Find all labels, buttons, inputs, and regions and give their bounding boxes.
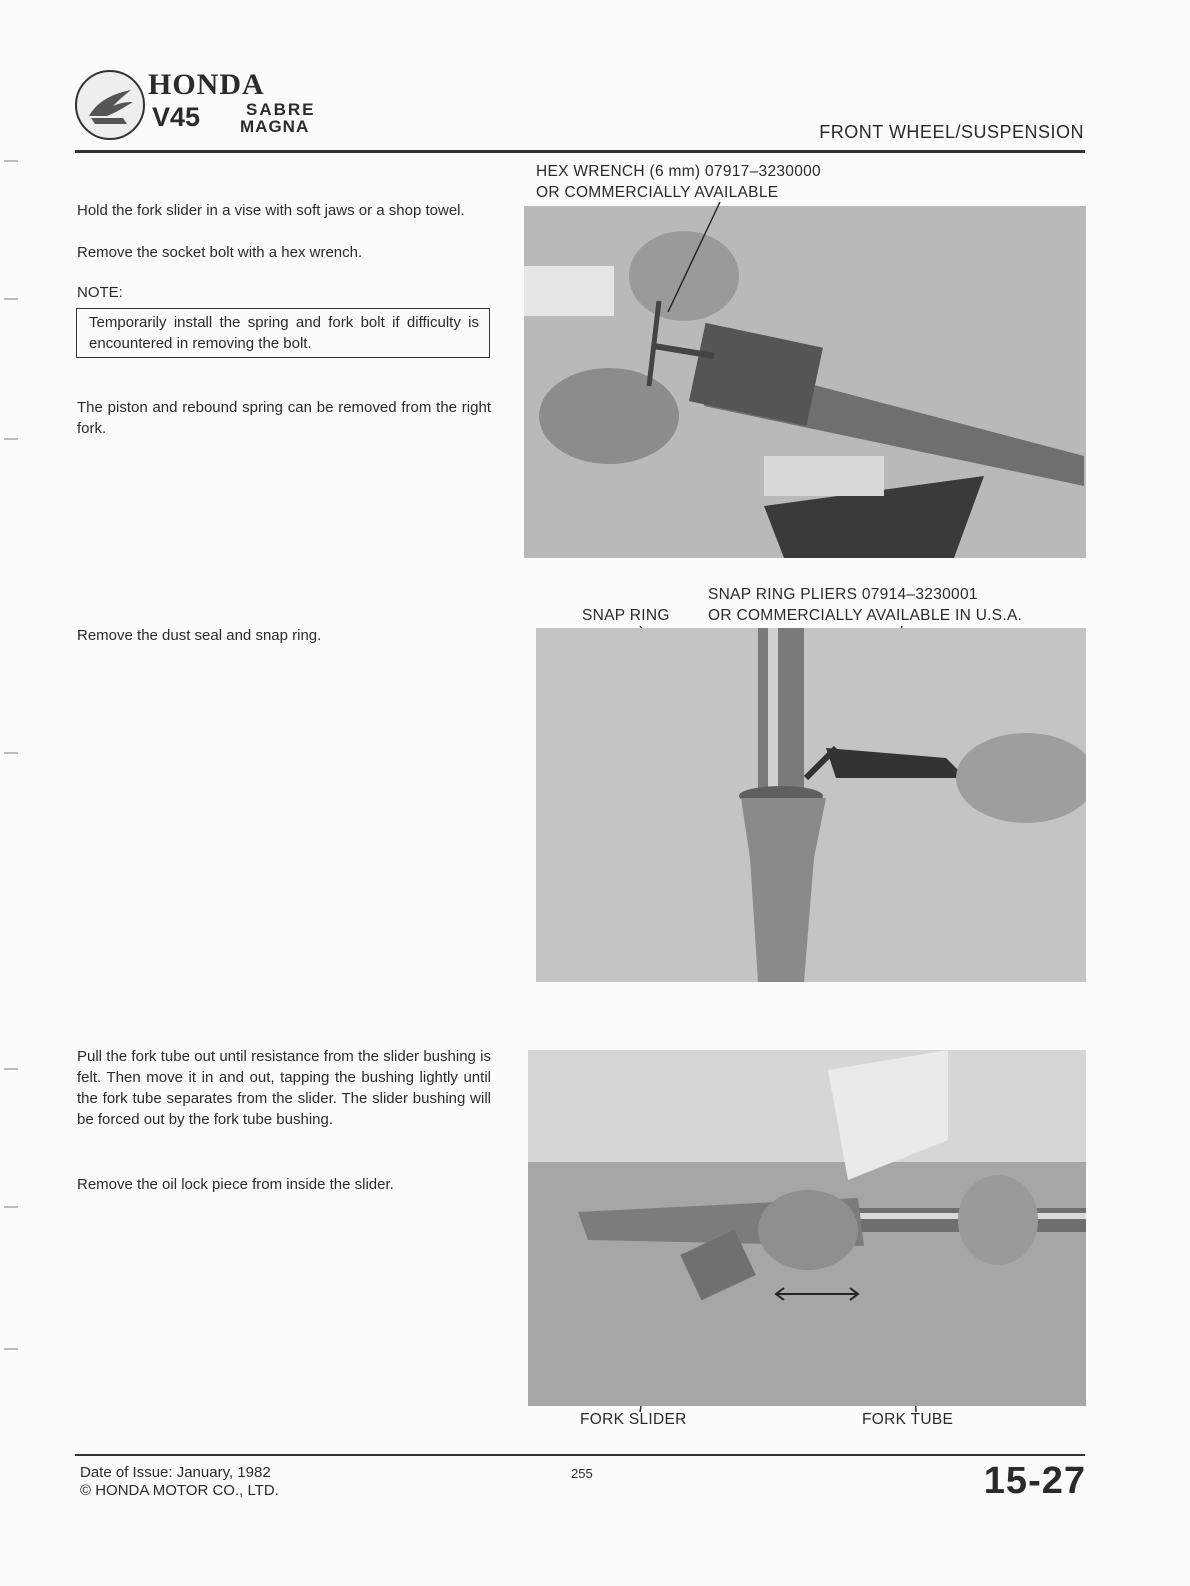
- note-label: NOTE:: [77, 284, 123, 301]
- fork-tube-callout: FORK TUBE: [862, 1411, 954, 1428]
- step1-instruction-3: The piston and rebound spring can be removed from the right fork.: [77, 399, 491, 437]
- note-box: Temporarily install the spring and fork bolt if difficulty is encountered in removing the bolt.: [76, 308, 490, 358]
- model-variant-magna: MAGNA: [240, 117, 310, 136]
- step3-instruction-2: Remove the oil lock piece from inside the slider.: [77, 1176, 394, 1193]
- step2-instruction: Remove the dust seal and snap ring.: [77, 627, 322, 644]
- footer-rule: [75, 1454, 1085, 1456]
- issue-date: Date of Issue: January, 1982: [80, 1464, 271, 1481]
- step3-instruction: Pull the fork tube out until resistance from the slider bushing is felt. Then move it in and out, tapping the bushing lightly until the fork tube separates from the slider. The slider bushing will be forced out by the fork tube bushing.: [77, 1048, 491, 1128]
- hex-wrench-callout-2: OR COMMERCIALLY AVAILABLE: [536, 184, 779, 201]
- brand-name: HONDA: [148, 68, 265, 101]
- fork-slider-callout: FORK SLIDER: [580, 1411, 687, 1428]
- photo-fork-tube-separation: [528, 1050, 1086, 1406]
- snap-ring-pliers-callout: SNAP RING PLIERS 07914–3230001: [708, 586, 978, 603]
- model-name: V45: [152, 102, 201, 132]
- section-page-code: 15-27: [983, 1460, 1086, 1502]
- model-variant-sabre: SABRE: [246, 100, 316, 119]
- step1-instruction-2: Remove the socket bolt with a hex wrench.: [77, 244, 363, 261]
- footer-info: [80, 1464, 279, 1500]
- snap-ring-callout: SNAP RING: [582, 607, 670, 624]
- snap-ring-pliers-callout-2: OR COMMERCIALLY AVAILABLE IN U.S.A.: [708, 607, 1023, 624]
- hex-wrench-callout: HEX WRENCH (6 mm) 07917–3230000: [536, 163, 821, 180]
- step1-instruction: Hold the fork slider in a vise with soft jaws or a shop towel.: [77, 202, 465, 219]
- section-title: FRONT WHEEL/SUSPENSION: [819, 122, 1084, 142]
- copyright: © HONDA MOTOR CO., LTD.: [80, 1482, 279, 1499]
- page-number: 255: [571, 1466, 593, 1481]
- photo-snap-ring-removal: [536, 628, 1086, 982]
